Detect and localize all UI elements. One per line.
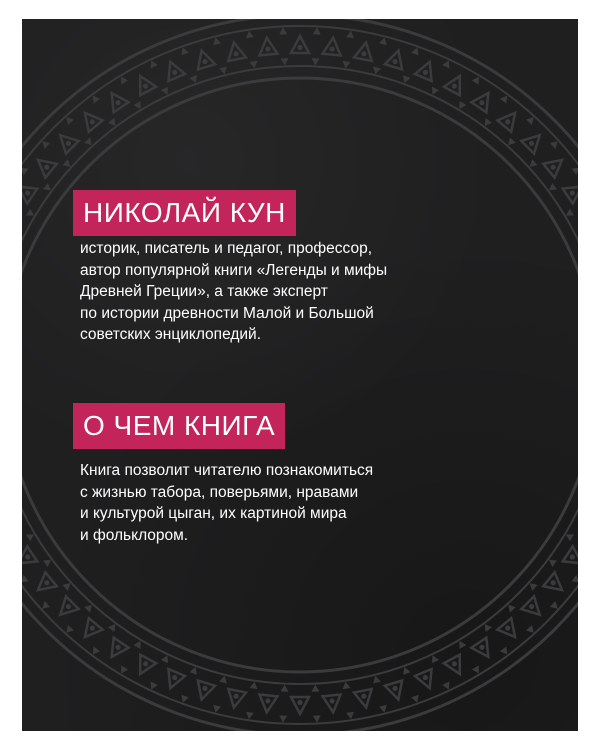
- ornament-tooth: [311, 58, 319, 65]
- ornament-motif: [563, 179, 578, 203]
- ornament-motif: [471, 638, 495, 662]
- ornament-motif: [563, 546, 578, 570]
- author-line: Древней Греции», а также эксперт: [80, 283, 328, 300]
- ornament-motif: [354, 689, 375, 709]
- ornament-motif: [78, 107, 103, 132]
- ornament-tooth: [342, 61, 351, 69]
- ornament-motif: [193, 681, 215, 702]
- book-line: Книга позволит читателю познакомиться: [80, 462, 374, 479]
- ornament-tooth: [22, 575, 28, 586]
- ornament-band-inner: [22, 66, 578, 684]
- ornament-outer-ring: [22, 19, 578, 731]
- ornament-tooth: [313, 715, 321, 722]
- ornament-inner-ring: [22, 78, 578, 672]
- ornament-tooth: [572, 575, 578, 586]
- info-card: [22, 19, 578, 731]
- ornament-band-outer: [22, 26, 578, 724]
- ornament-motif: [323, 37, 343, 56]
- book-line: и фольклором.: [80, 526, 189, 544]
- ornament-motif: [32, 572, 57, 597]
- ornament-motif: [162, 669, 185, 692]
- ornament-motif: [497, 107, 522, 132]
- book-line: и культурой цыган, их картиной мира: [80, 505, 347, 522]
- ornament-motif: [162, 58, 185, 81]
- ornament-motif: [104, 638, 128, 662]
- ornament-tooth: [572, 164, 578, 175]
- ornament-motif: [497, 618, 522, 643]
- ornament-motif: [521, 129, 546, 154]
- ornament-motif: [291, 697, 309, 714]
- ornament-tooth: [346, 712, 355, 720]
- ornament-motif: [415, 58, 438, 81]
- ornament-tooth: [311, 684, 319, 691]
- ornament-tooth: [279, 715, 287, 722]
- ornament-motif: [78, 618, 103, 643]
- author-line: историк, писатель и педагог, профессор,: [80, 240, 373, 257]
- ornament-motif: [291, 36, 309, 53]
- ornament-motif: [385, 48, 407, 69]
- about-book-heading: О ЧЕМ КНИГА: [73, 403, 285, 449]
- author-name-heading: НИКОЛАЙ КУН: [73, 190, 296, 236]
- book-description: [80, 460, 373, 546]
- ornament-motif: [385, 681, 407, 702]
- author-description: [80, 238, 387, 346]
- ornament-motif: [54, 596, 79, 621]
- circular-ornament: [22, 19, 578, 731]
- ornament-motif: [543, 572, 568, 597]
- ornament-motif: [104, 88, 128, 112]
- author-line: советских энциклопедий.: [80, 326, 262, 343]
- ornament-tooth: [280, 58, 288, 65]
- ornament-tooth: [280, 684, 288, 691]
- ornament-motif: [444, 655, 468, 678]
- ornament-tooth: [313, 27, 321, 34]
- ornament-motif: [354, 41, 375, 61]
- ornament-motif: [415, 669, 438, 692]
- ornament-motif: [521, 596, 546, 621]
- ornament-motif: [32, 153, 57, 178]
- author-line: автор популярной книги «Легенды и мифы: [80, 261, 388, 279]
- ornament-motif: [258, 695, 278, 714]
- ornament-motif: [258, 37, 278, 56]
- ornament-tooth: [250, 681, 259, 689]
- author-line: по истории древности Малой и Большой: [80, 304, 374, 322]
- ornament-motif: [132, 72, 156, 95]
- ornament-motif: [225, 689, 246, 709]
- ornament-motif: [132, 655, 156, 678]
- book-line: с жизнью табора, поверьями, нравами: [80, 483, 359, 501]
- ornament-tooth: [250, 61, 259, 69]
- ornament-tooth: [22, 164, 28, 175]
- ornament-tooth: [346, 30, 355, 38]
- ornament-tooth: [279, 27, 287, 34]
- ornament-motif: [543, 153, 568, 178]
- ornament-tooth: [245, 712, 254, 720]
- ornament-motif: [22, 179, 37, 203]
- ornament-motif: [471, 88, 495, 112]
- ornament-tooth: [342, 681, 351, 689]
- ornament-motif: [22, 546, 37, 570]
- ornament-motif: [225, 41, 246, 61]
- ornament-tooth: [245, 30, 254, 38]
- ornament-motif: [193, 48, 215, 69]
- ornament-motif: [444, 72, 468, 95]
- ornament-motif: [54, 129, 79, 154]
- ornament-motif: [323, 695, 343, 714]
